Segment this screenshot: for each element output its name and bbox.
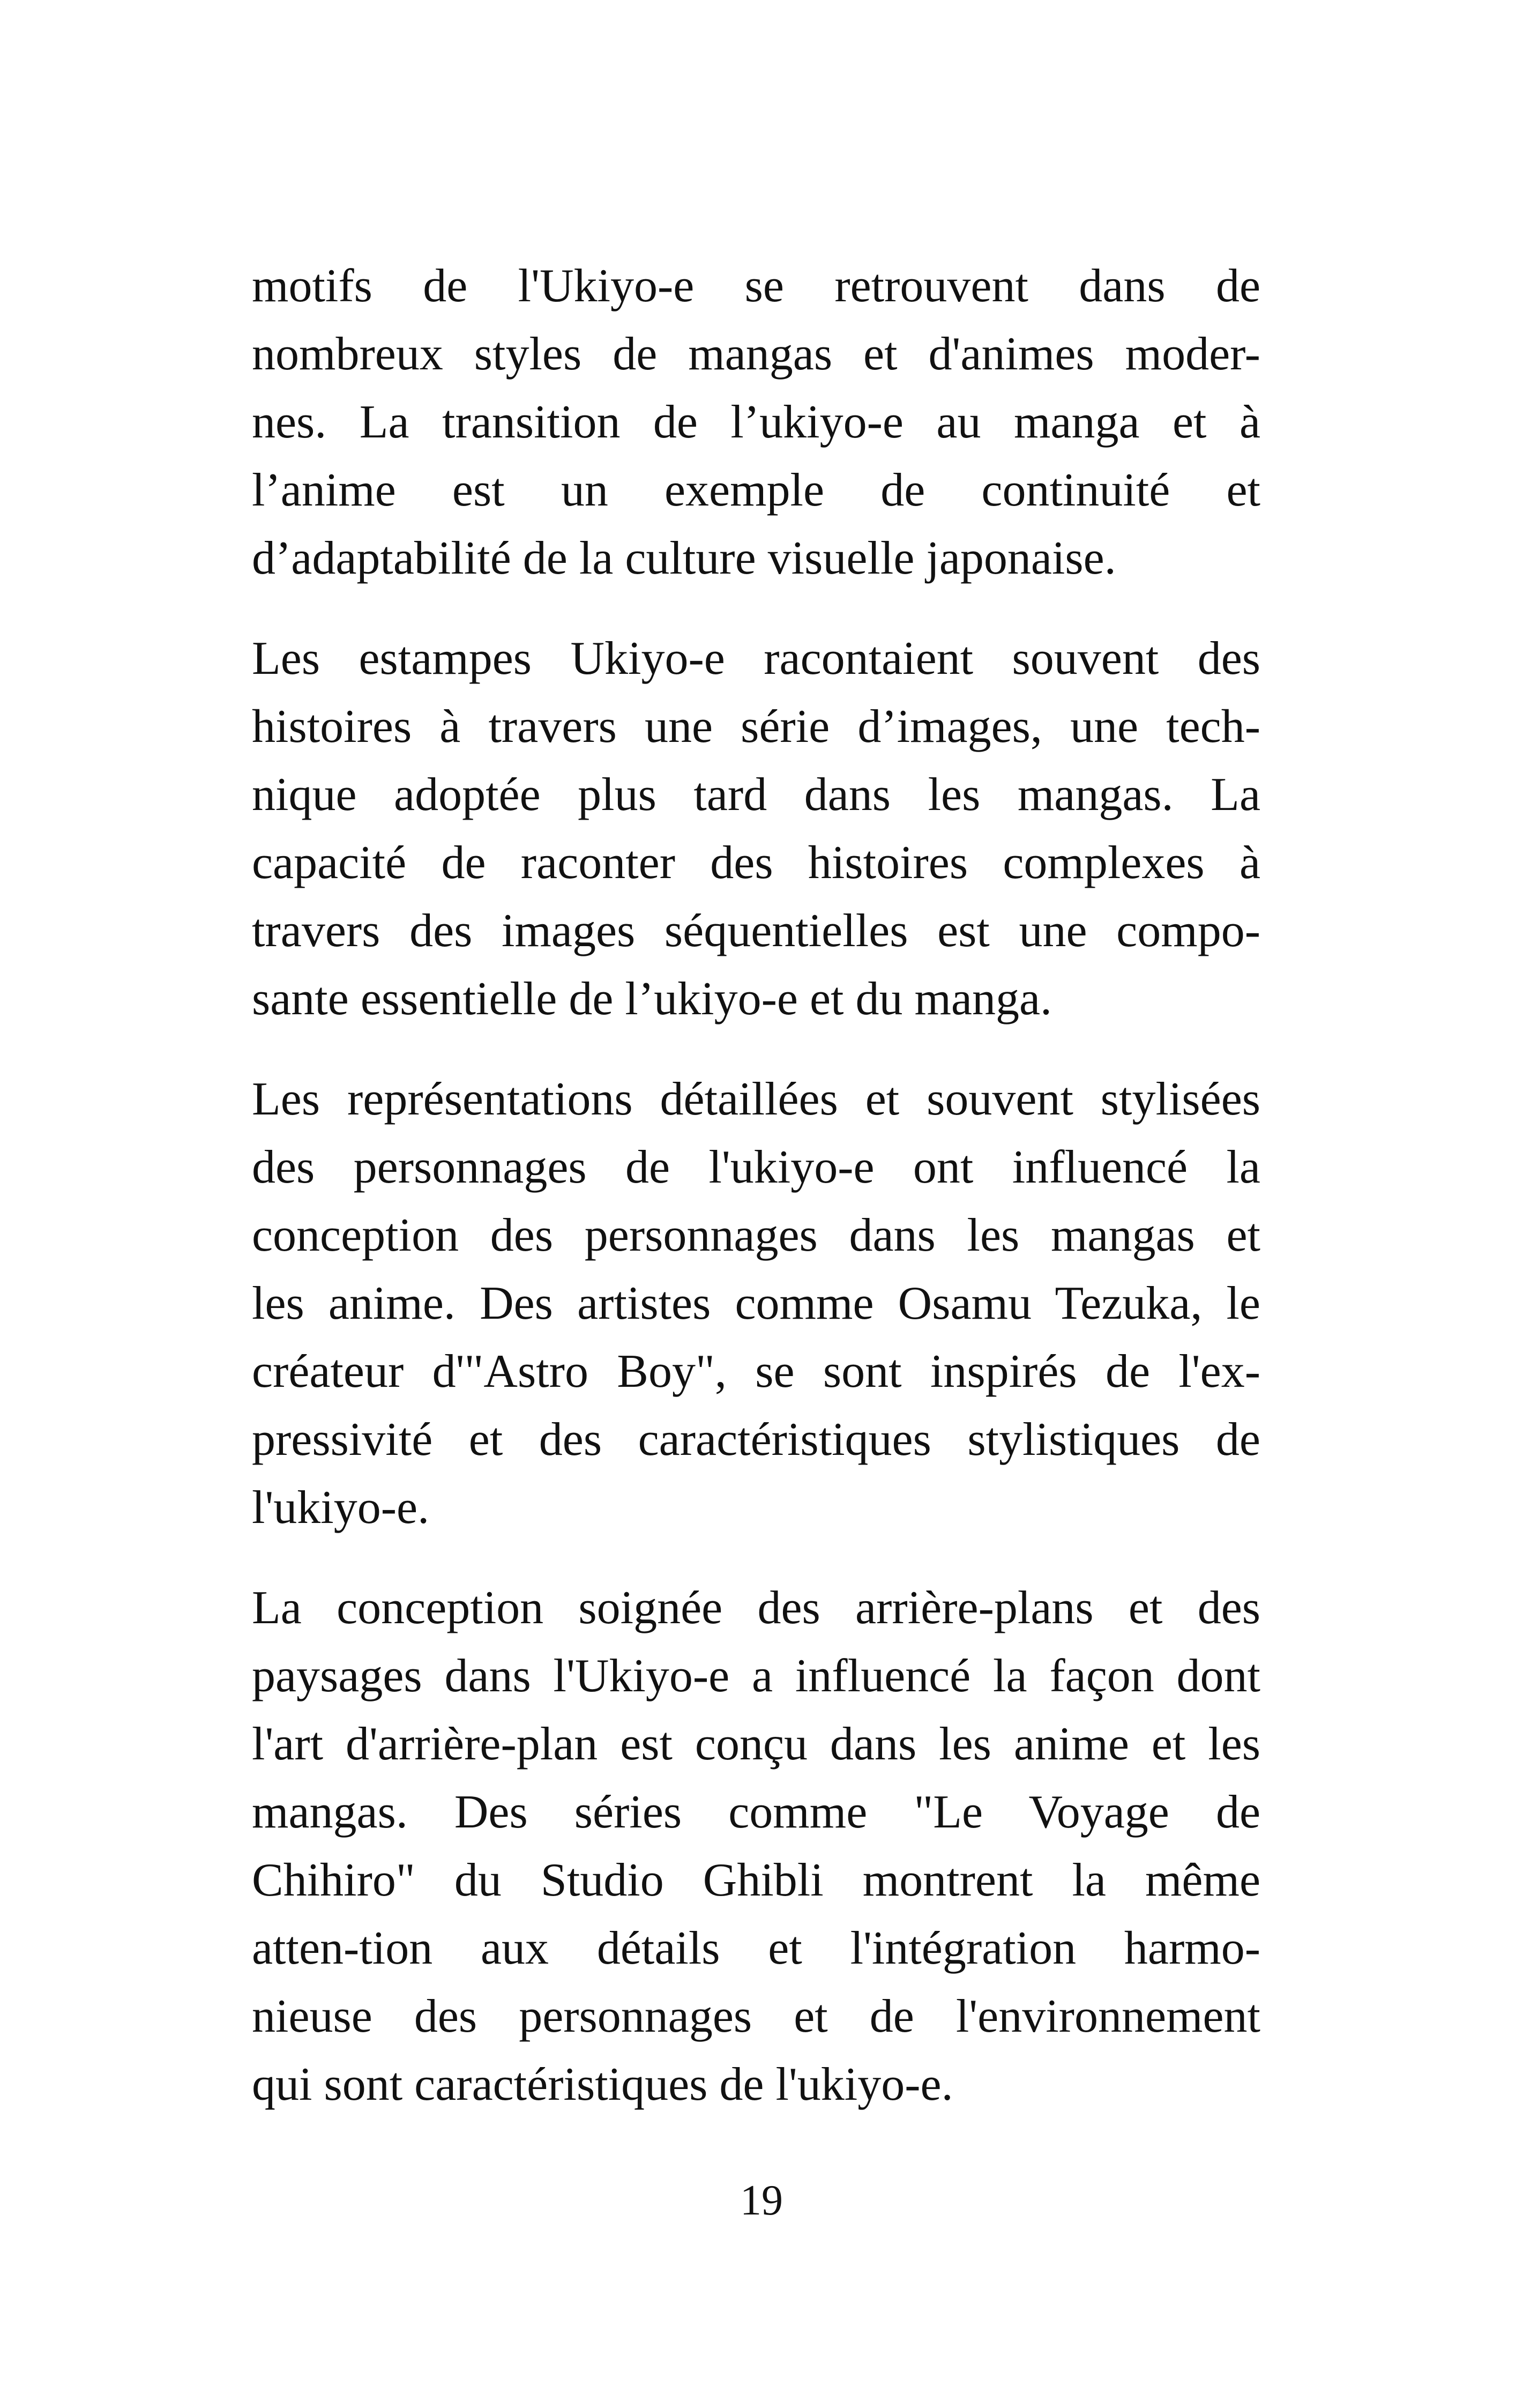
text-line: nombreux styles de mangas et d'animes moder- <box>252 328 1260 380</box>
text-line: sante essentielle de l’ukiyo-e et du manga. <box>252 973 1052 1025</box>
text-line: atten-tion aux détails et l'intégration harmo- <box>252 1922 1260 1974</box>
text-line: motifs de l'Ukiyo-e se retrouvent dans de <box>252 260 1260 312</box>
text-line: qui sont caractéristiques de l'ukiyo-e. <box>252 2058 953 2110</box>
paragraph-spacer <box>252 592 1260 625</box>
text-line: Chihiro" du Studio Ghibli montrent la même <box>252 1854 1260 1906</box>
text-line: nieuse des personnages et de l'environnement <box>252 1990 1260 2042</box>
page-number: 19 <box>740 2177 783 2224</box>
paragraph <box>252 625 1260 1033</box>
text-line: l'ukiyo-e. <box>252 1482 430 1534</box>
text-line: capacité de raconter des histoires complexes à <box>252 837 1260 889</box>
text-line: nes. La transition de l’ukiyo-e au manga et à <box>252 396 1260 448</box>
paragraph-spacer <box>252 1033 1260 1065</box>
text-line: créateur d'"Astro Boy", se sont inspirés de l'ex- <box>252 1346 1260 1398</box>
text-line: La conception soignée des arrière-plans et des <box>252 1582 1260 1634</box>
text-line: les anime. Des artistes comme Osamu Tezuka, le <box>252 1277 1260 1329</box>
text-line: histoires à travers une série d’images, une tech- <box>252 701 1260 753</box>
text-line: des personnages de l'ukiyo-e ont influencé la <box>252 1141 1260 1193</box>
text-line: pressivité et des caractéristiques stylistiques de <box>252 1414 1260 1466</box>
text-line: conception des personnages dans les mangas et <box>252 1209 1260 1261</box>
text-line: travers des images séquentielles est une compo- <box>252 905 1260 957</box>
paragraph <box>252 1574 1260 2119</box>
text-line: mangas. Des séries comme "Le Voyage de <box>252 1786 1260 1838</box>
paragraph <box>252 1065 1260 1542</box>
text-line: paysages dans l'Ukiyo-e a influencé la façon dont <box>252 1650 1260 1702</box>
text-line: Les estampes Ukiyo-e racontaient souvent des <box>252 633 1260 685</box>
text-line: l’anime est un exemple de continuité et <box>252 464 1260 516</box>
text-line: Les représentations détaillées et souvent stylisées <box>252 1073 1260 1125</box>
text-line: d’adaptabilité de la culture visuelle japonaise. <box>252 532 1116 584</box>
text-line: nique adoptée plus tard dans les mangas. La <box>252 769 1260 821</box>
paragraph-spacer <box>252 1542 1260 1574</box>
paragraph <box>252 252 1260 592</box>
body-text <box>252 252 1260 2119</box>
text-line: l'art d'arrière-plan est conçu dans les anime et les <box>252 1718 1260 1770</box>
